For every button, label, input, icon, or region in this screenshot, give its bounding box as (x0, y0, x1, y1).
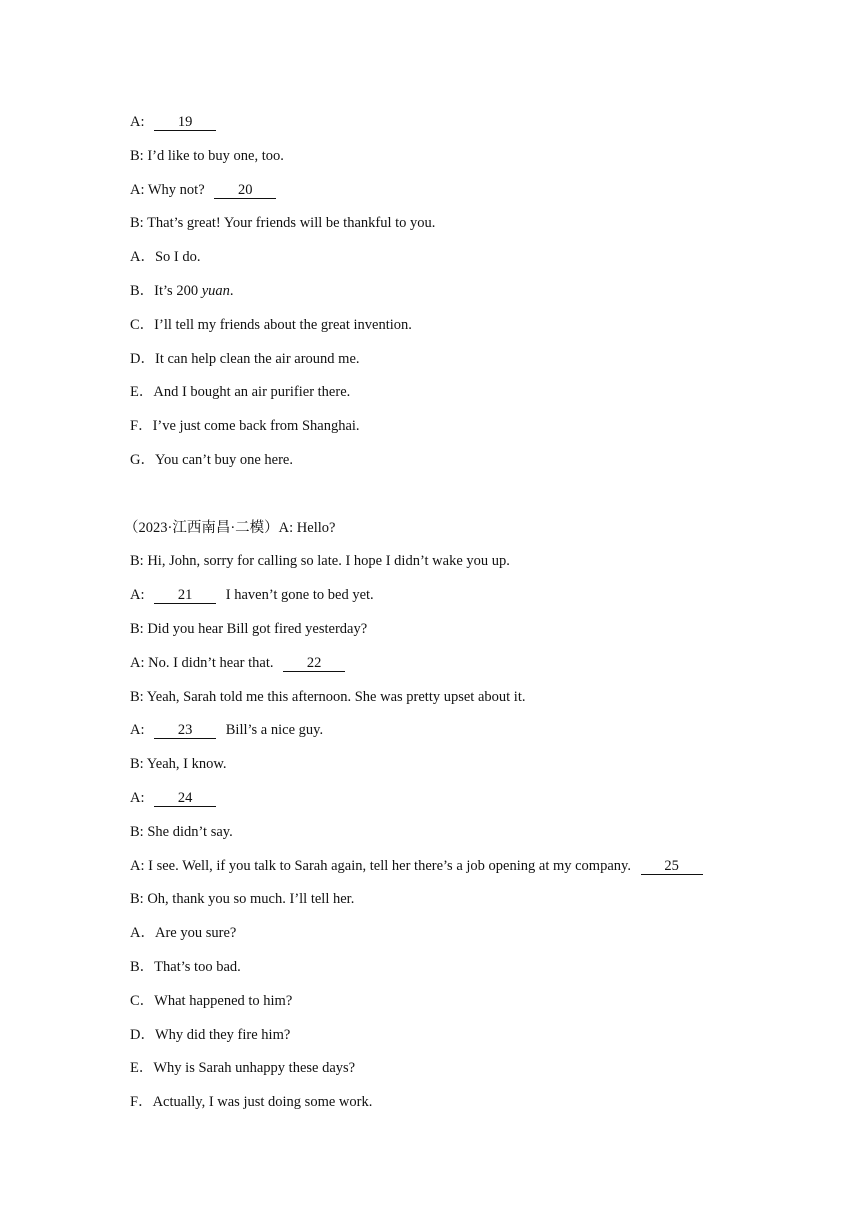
dialogue-after: I haven’t gone to bed yet. (225, 587, 374, 604)
dialogue-line: B: She didn’t say. (130, 823, 233, 840)
dialogue-after: Bill’s a nice guy. (225, 722, 324, 739)
section-gap (130, 485, 810, 519)
option-item (130, 383, 810, 417)
speaker-prefix: A: I see. Well, if you talk to Sarah again, tell her there’s a job opening at my company. (130, 857, 631, 874)
speaker-prefix: A: (130, 587, 145, 604)
option-text: I’ve just come back from Shanghai. (152, 418, 360, 435)
dialogue-line: B: Did you hear Bill got fired yesterday? (130, 620, 368, 637)
option-item (130, 1026, 810, 1060)
option-item (130, 316, 810, 350)
option-letter: E． (130, 1060, 154, 1077)
dialogue-line: B: Hi, John, sorry for calling so late. I hope I didn’t wake you up. (130, 553, 510, 570)
speaker-prefix: A: (130, 114, 145, 130)
option-text: Why did they fire him? (154, 1026, 291, 1043)
option-text: What happened to him? (154, 992, 293, 1009)
option-letter: B． (130, 282, 155, 299)
option-item (130, 924, 810, 958)
option-item (130, 992, 810, 1026)
dialogue-line: B: I’d like to buy one, too. (130, 147, 284, 164)
option-text: So I do. (154, 249, 201, 266)
option-text: It’s 200 (154, 282, 202, 299)
blank-25: 25 (641, 859, 703, 875)
source-tag: （2023·江西南昌·二模） (124, 519, 279, 536)
dialogue-line (130, 654, 810, 688)
option-text: You can’t buy one here. (154, 451, 293, 468)
blank-24: 24 (154, 791, 216, 807)
blank-22: 22 (283, 656, 345, 672)
option-letter: F． (130, 418, 153, 435)
option-letter: A． (130, 925, 155, 942)
blank-19: 19 (154, 115, 216, 131)
speaker-prefix: A: (130, 789, 145, 806)
option-tail: . (229, 282, 234, 299)
option-item (130, 1093, 810, 1127)
option-letter: C． (130, 992, 155, 1009)
dialogue-line (130, 789, 810, 823)
dialogue-line: B: That’s great! Your friends will be thankful to you. (130, 215, 436, 232)
option-item (130, 417, 810, 451)
option-item (130, 1059, 810, 1093)
option-text: That’s too bad. (154, 958, 241, 975)
option-item (130, 958, 810, 992)
dialogue-line (130, 857, 810, 891)
dialogue-first-line: A: Hello? (278, 519, 336, 536)
blank-20: 20 (214, 183, 276, 199)
dialogue-line: B: Yeah, Sarah told me this afternoon. She was pretty upset about it. (130, 688, 526, 705)
dialogue-line (130, 586, 810, 620)
option-letter: E． (130, 384, 154, 401)
dialogue-line: B: Yeah, I know. (130, 756, 227, 773)
option-item (130, 282, 810, 316)
option-text: And I bought an air purifier there. (153, 384, 351, 401)
speaker-prefix: A: No. I didn’t hear that. (130, 654, 274, 671)
option-text: It can help clean the air around me. (154, 350, 360, 367)
section-heading (124, 519, 810, 553)
option-item (130, 451, 810, 485)
option-text: Actually, I was just doing some work. (152, 1094, 373, 1111)
option-letter: B． (130, 958, 155, 975)
dialogue-line: B: Oh, thank you so much. I’ll tell her. (130, 891, 355, 908)
option-item (130, 248, 810, 282)
option-italic: yuan (201, 282, 230, 299)
option-text: Are you sure? (154, 925, 237, 942)
option-letter: D． (130, 1026, 155, 1043)
option-letter: A． (130, 249, 155, 266)
option-letter: F． (130, 1094, 153, 1111)
option-letter: G． (130, 451, 155, 468)
blank-23: 23 (154, 723, 216, 739)
dialogue-line (130, 181, 810, 215)
option-text: I’ll tell my friends about the great invention. (154, 316, 412, 333)
speaker-prefix: A: (130, 722, 145, 739)
option-letter: D． (130, 350, 155, 367)
document-page (124, 113, 810, 1127)
speaker-prefix: A: Why not? (130, 181, 205, 198)
dialogue-line (130, 721, 810, 755)
dialogue-line (130, 113, 810, 147)
option-letter: C． (130, 316, 155, 333)
option-item (130, 350, 810, 384)
option-text: Why is Sarah unhappy these days? (153, 1060, 356, 1077)
blank-21: 21 (154, 588, 216, 604)
